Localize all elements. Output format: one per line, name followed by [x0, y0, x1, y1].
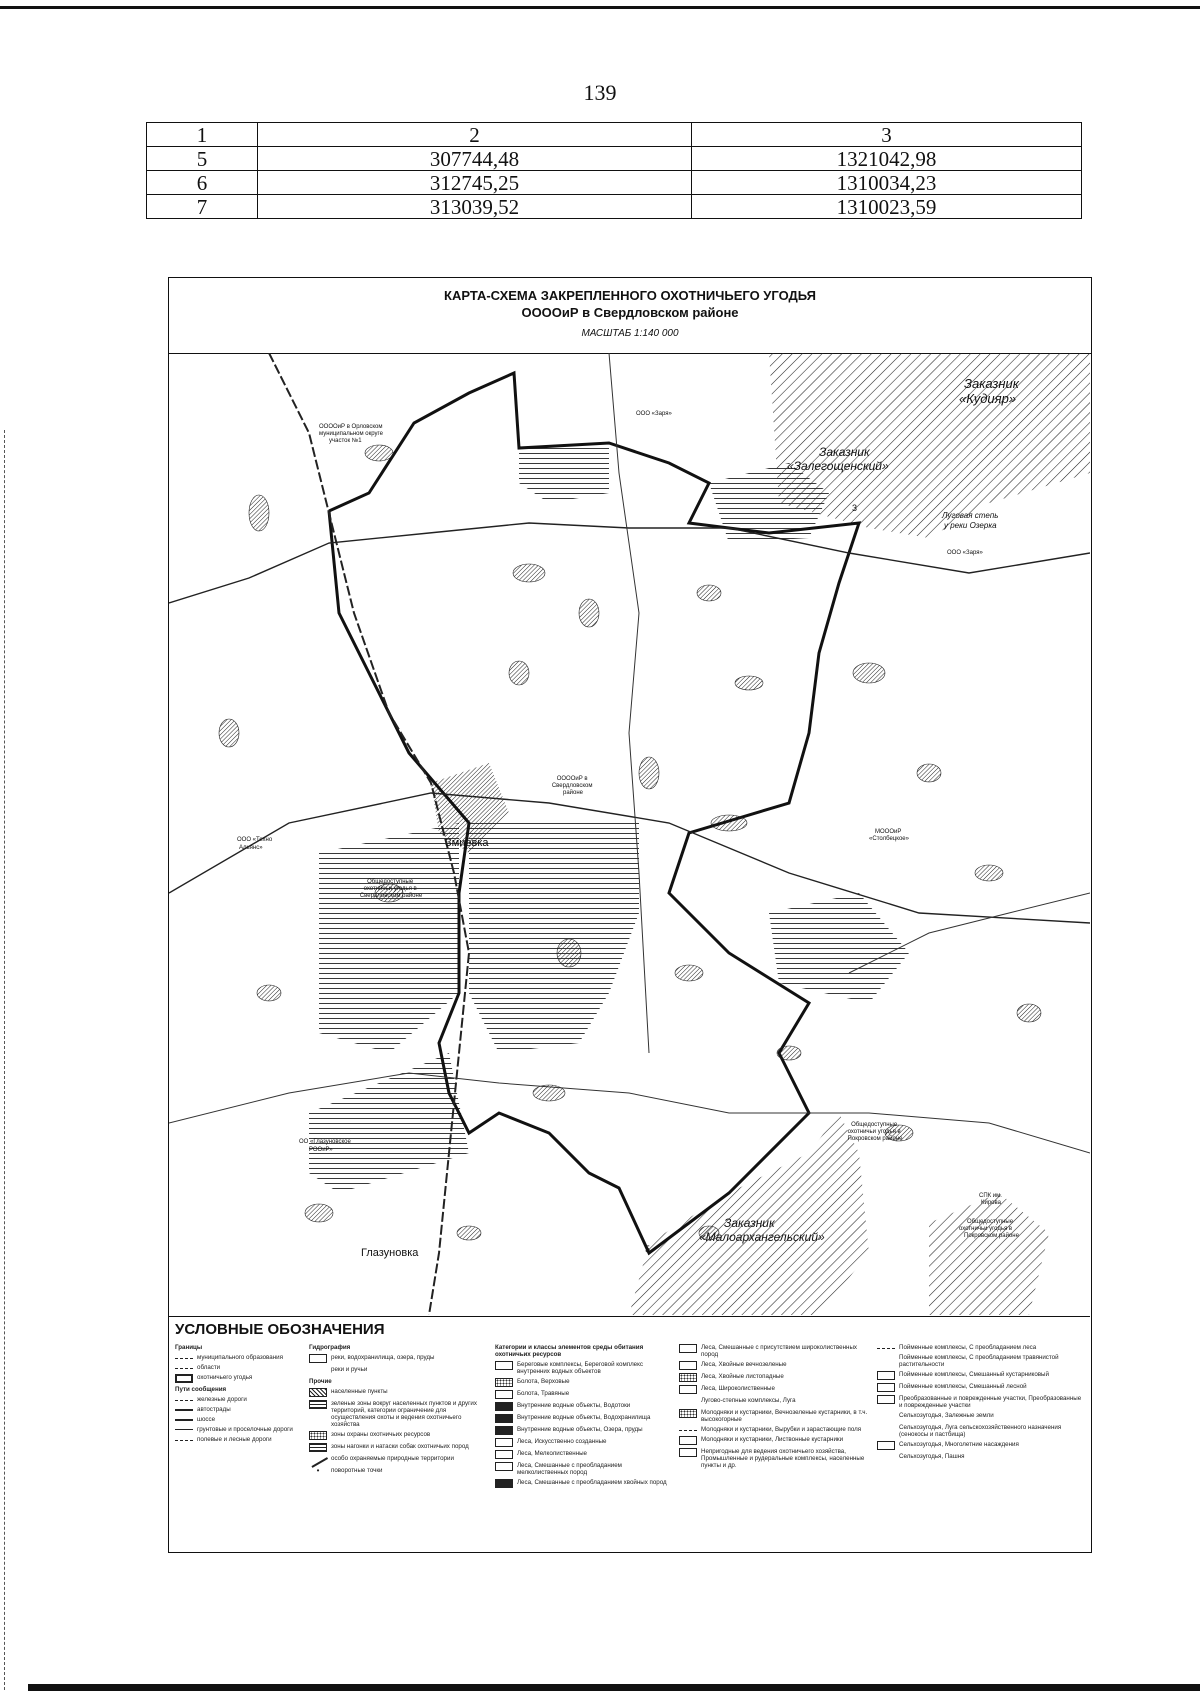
legend-swatch — [877, 1354, 895, 1363]
legend-item — [309, 1366, 489, 1375]
table-cell: 6 — [147, 171, 258, 195]
legend-label: Внутренние водные объекты, Водотоки — [517, 1402, 631, 1409]
label-lugovaya-step: Луговая степь у реки Озерка — [942, 511, 999, 530]
legend-item — [495, 1438, 671, 1447]
legend-item — [495, 1361, 671, 1375]
legend-swatch — [495, 1426, 513, 1435]
legend-heading: Границы — [175, 1344, 203, 1351]
bottom-rule — [28, 1684, 1200, 1691]
legend-item — [877, 1453, 1085, 1462]
legend-label: Береговые комплексы, Береговой комплекс внутренних водных объектов — [517, 1361, 643, 1375]
legend-label: полевые и лесные дороги — [197, 1436, 272, 1443]
legend-label: Непригодные для ведения охотничьего хозяйства, Промышленные и рудеральные комплексы, населенные пункты и др. — [701, 1448, 865, 1469]
legend-item — [175, 1396, 301, 1403]
table-row — [147, 147, 1082, 171]
legend-item — [877, 1441, 1085, 1450]
legend-label: Сельхозугодья, Многолетние насаждения — [899, 1441, 1019, 1448]
legend-label: области — [197, 1364, 221, 1371]
legend-label: Лугово-степные комплексы, Луга — [701, 1397, 796, 1404]
table-header-cell: 3 — [692, 123, 1082, 147]
table-header-cell: 2 — [258, 123, 692, 147]
legend-label: Сельхозугодья, Пашня — [899, 1453, 965, 1460]
legend-swatch — [679, 1344, 697, 1353]
map-subtitle: ООООиР в Свердловском районе — [521, 305, 739, 320]
legend-swatch — [309, 1366, 327, 1375]
label-spk-kirova: СПК им. Кирова — [979, 1193, 1002, 1206]
label-reserve-maloarkhangelsky: Заказник «Малоархангельский» — [699, 1216, 825, 1244]
label-glazunovka: Глазуновка — [361, 1247, 419, 1259]
reserve-right-area — [929, 1193, 1049, 1315]
legend-item — [175, 1354, 301, 1361]
legend-item — [679, 1397, 869, 1406]
legend-column-floodplains — [877, 1344, 1085, 1465]
legend-column-boundaries — [175, 1344, 301, 1446]
legend-heading: Пути сообщения — [175, 1386, 227, 1393]
turning-point-icon: • — [316, 1466, 320, 1475]
legend-label: зоны нагонки и натаски собак охотничьих пород — [331, 1443, 469, 1450]
label-common-right: Общедоступные охотничьи угодья в Покровском районе — [959, 1219, 1019, 1239]
top-rule — [0, 6, 1200, 9]
legend-label: грунтовые и проселочные дороги — [197, 1426, 293, 1433]
legend-swatch — [495, 1450, 513, 1459]
label-reserve-zalegoschensky: Заказник «Залегощенский» — [787, 445, 889, 473]
legend-item — [175, 1374, 301, 1383]
table-cell: 1310023,59 — [692, 195, 1082, 219]
map-title: КАРТА-СХЕМА ЗАКРЕПЛЕННОГО ОХОТНИЧЬЕГО УГОДЬЯ — [444, 288, 816, 303]
legend-item — [679, 1373, 869, 1382]
legend-swatch — [877, 1383, 895, 1392]
table-row — [147, 171, 1082, 195]
legend-label: шоссе — [197, 1416, 216, 1423]
legend-heading: Прочие — [309, 1378, 332, 1385]
legend-label: Леса, Хвойные листопадные — [701, 1373, 784, 1380]
legend-label: зеленые зоны вокруг населенных пунктов и других территорий, категории ограничение для осуществления охоты и ведения охотничьего хозяйства — [331, 1400, 477, 1428]
legend-label: особо охраняемые природные территории — [331, 1455, 454, 1462]
legend-label: реки, водохранилища, озера, пруды — [331, 1354, 435, 1361]
zone-top-hatch — [519, 443, 609, 503]
label-zmievka: Змиевка — [445, 837, 489, 849]
legend-label: Внутренние водные объекты, Озера, пруды — [517, 1426, 643, 1433]
legend-label: Леса, Широколиственные — [701, 1385, 775, 1392]
legend-item — [877, 1371, 1085, 1380]
legend-item — [175, 1406, 301, 1413]
legend-label: Сельхозугодья, Залежные земли — [899, 1412, 994, 1419]
label-zarya-top: ООО «Заря» — [636, 411, 672, 417]
map-figure — [168, 277, 1092, 1553]
legend-swatch — [175, 1419, 193, 1421]
legend-swatch — [877, 1395, 895, 1404]
legend-swatch — [309, 1431, 327, 1440]
coordinates-table — [146, 122, 1082, 219]
legend-item — [495, 1479, 671, 1488]
legend-label: Леса, Мелколиственные — [517, 1450, 588, 1457]
legend-swatch — [877, 1412, 895, 1421]
legend-swatch — [175, 1368, 193, 1369]
legend-swatch — [175, 1374, 193, 1383]
legend-item — [679, 1426, 869, 1433]
legend-item — [495, 1378, 671, 1387]
legend-label: реки и ручьи — [331, 1366, 368, 1373]
legend-label: Болота, Травяные — [517, 1390, 570, 1397]
legend-label: поворотные точки — [331, 1467, 383, 1474]
label-orel-okrug: ООООиР в Орловском муниципальном округе участок №1 — [319, 424, 383, 444]
legend-item — [877, 1424, 1085, 1438]
table-header-cell: 1 — [147, 123, 258, 147]
legend-label: Сельхозугодья, Луга сельскохозяйственного назначения (сенокосы и пастбища) — [899, 1424, 1062, 1438]
legend-swatch — [679, 1385, 697, 1394]
legend-label: Внутренние водные объекты, Водохранилища — [517, 1414, 651, 1421]
legend-swatch — [495, 1402, 513, 1411]
legend-label: Пойменные комплексы, Смешанный кустарниковый — [899, 1371, 1049, 1378]
map-drawing — [169, 353, 1090, 1315]
legend-item — [495, 1390, 671, 1399]
legend-swatch — [495, 1462, 513, 1471]
legend-swatch — [877, 1424, 895, 1433]
legend-swatch — [495, 1479, 513, 1488]
map-legend — [169, 1316, 1090, 1552]
turning-point-5: 5 — [645, 1244, 651, 1254]
legend-swatch — [309, 1400, 327, 1409]
legend-item — [309, 1467, 489, 1476]
table-cell: 5 — [147, 147, 258, 171]
label-tehno-alyans: ООО «Техно Альянс» — [237, 837, 273, 851]
legend-label: Леса, Искусственно созданные — [517, 1438, 607, 1445]
legend-item — [309, 1455, 489, 1464]
legend-label: зоны охраны охотничьих ресурсов — [331, 1431, 431, 1438]
legend-swatch — [495, 1438, 513, 1447]
legend-item — [495, 1414, 671, 1423]
legend-swatch — [679, 1409, 697, 1418]
reserve-maloarkhangelsky-area — [629, 1113, 869, 1315]
label-common-sverdlovsky: Общедоступные охотничьи угодья в Свердловском районе — [359, 879, 423, 899]
zone-central-hatch — [469, 823, 639, 1053]
legend-item — [877, 1344, 1085, 1351]
legend-swatch — [309, 1443, 327, 1452]
legend-label: Леса, Смешанные с преобладанием мелколиственных пород — [517, 1462, 622, 1476]
legend-item — [877, 1354, 1085, 1368]
legend-swatch — [495, 1378, 513, 1387]
legend-item — [309, 1431, 489, 1440]
legend-label: Молодняки и кустарники, Листвонные кустарники — [701, 1436, 844, 1443]
label-common-pokrovsky: Общедоступные охотничьи угодья в Покровском районе — [847, 1122, 903, 1142]
legend-swatch — [175, 1358, 193, 1359]
legend-swatch — [877, 1348, 895, 1349]
legend-label: охотничьего угодья — [197, 1374, 253, 1381]
legend-item — [877, 1412, 1085, 1421]
legend-label: Леса, Хвойные вечнозеленые — [701, 1361, 787, 1368]
map-scale: МАСШТАБ 1:140 000 — [581, 328, 679, 339]
legend-label: Пойменные комплексы, С преобладанием леса — [899, 1344, 1037, 1351]
legend-item — [495, 1426, 671, 1435]
legend-label: Молодняки и кустарники, Вырубки и зарастающие поля — [701, 1426, 862, 1433]
legend-label: Пойменные комплексы, С преобладанием травянистой растительности — [899, 1354, 1059, 1368]
legend-item — [309, 1400, 489, 1428]
legend-label: муниципального образования — [197, 1354, 283, 1361]
legend-item — [495, 1462, 671, 1476]
legend-label: Леса, Смешанные с преобладанием хвойных пород — [517, 1479, 667, 1486]
legend-swatch — [309, 1354, 327, 1363]
legend-column-hydrography — [309, 1344, 489, 1479]
legend-item — [309, 1354, 489, 1363]
table-cell: 7 — [147, 195, 258, 219]
zone-left-hatch — [319, 823, 459, 1053]
legend-label: Болота, Верховые — [517, 1378, 570, 1385]
legend-column-habitats — [495, 1344, 671, 1491]
legend-item — [175, 1426, 301, 1433]
legend-item — [495, 1450, 671, 1459]
legend-swatch — [309, 1388, 327, 1397]
legend-swatch — [679, 1397, 697, 1406]
legend-item — [495, 1402, 671, 1411]
table-cell: 1310034,23 — [692, 171, 1082, 195]
legend-swatch — [495, 1390, 513, 1399]
legend-heading: Категории и классы элементов среды обитания охотничьих ресурсов — [495, 1344, 644, 1358]
table-cell: 312745,25 — [258, 171, 692, 195]
table-row — [147, 195, 1082, 219]
label-center-grounds: ООООиР в Свердловском районе — [551, 776, 593, 796]
legend-item — [679, 1385, 869, 1394]
label-moooir-stolbetskoe: МОООиР «Столбецкое» — [869, 829, 909, 842]
table-cell: 313039,52 — [258, 195, 692, 219]
legend-swatch — [175, 1429, 193, 1430]
table-header-row — [147, 123, 1082, 147]
legend-item — [877, 1383, 1085, 1392]
legend-swatch — [679, 1430, 697, 1431]
legend-heading: Гидрография — [309, 1344, 351, 1351]
legend-item — [309, 1388, 489, 1397]
zone-mid-right-hatch — [769, 893, 909, 1003]
legend-item — [679, 1361, 869, 1370]
legend-swatch — [679, 1436, 697, 1445]
legend-label: населенные пункты — [331, 1388, 388, 1395]
label-zarya-right: ООО «Заря» — [947, 550, 983, 556]
legend-item — [877, 1395, 1085, 1409]
legend-item — [679, 1436, 869, 1445]
legend-item — [175, 1416, 301, 1423]
legend-item — [175, 1364, 301, 1371]
legend-swatch — [495, 1414, 513, 1423]
legend-swatch — [495, 1361, 513, 1370]
legend-label: автострады — [197, 1406, 231, 1413]
map-header — [169, 278, 1091, 354]
legend-label: Молодняки и кустарники, Вечнозеленые кустарники, в т.ч. высокогорные — [701, 1409, 868, 1423]
legend-item — [679, 1448, 869, 1469]
legend-item — [679, 1344, 869, 1358]
highway-line — [169, 523, 1090, 603]
legend-swatch — [877, 1441, 895, 1450]
label-reserve-kudiyar: Заказник «Кудияр» — [959, 376, 1019, 406]
table-cell: 1321042,98 — [692, 147, 1082, 171]
legend-swatch — [679, 1373, 697, 1382]
legend-swatch — [679, 1448, 697, 1457]
legend-item — [679, 1409, 869, 1423]
legend-swatch — [175, 1400, 193, 1401]
legend-label: Пойменные комплексы, Смешанный лесной — [899, 1383, 1027, 1390]
legend-label: Леса, Смешанные с присутствием широколиственных пород — [701, 1344, 857, 1358]
legend-column-forests — [679, 1344, 869, 1472]
legend-label: Преобразованные и поврежденные участки, Преобразованные и поврежденные участки — [899, 1395, 1082, 1409]
page-number: 139 — [583, 80, 617, 105]
legend-swatch — [679, 1361, 697, 1370]
label-glazunovskoe-rooir: ОО «Глазуновское РООиР» — [299, 1139, 351, 1153]
table-cell: 307744,48 — [258, 147, 692, 171]
legend-swatch — [175, 1440, 193, 1441]
legend-label: железные дороги — [197, 1396, 247, 1403]
legend-title: УСЛОВНЫЕ ОБОЗНАЧЕНИЯ — [175, 1321, 385, 1338]
turning-point-3: 3 — [852, 503, 858, 513]
legend-item — [175, 1436, 301, 1443]
legend-swatch — [877, 1371, 895, 1380]
legend-item — [309, 1443, 489, 1452]
legend-swatch — [175, 1409, 193, 1411]
binding-edge — [4, 430, 5, 1690]
legend-swatch — [877, 1453, 895, 1462]
